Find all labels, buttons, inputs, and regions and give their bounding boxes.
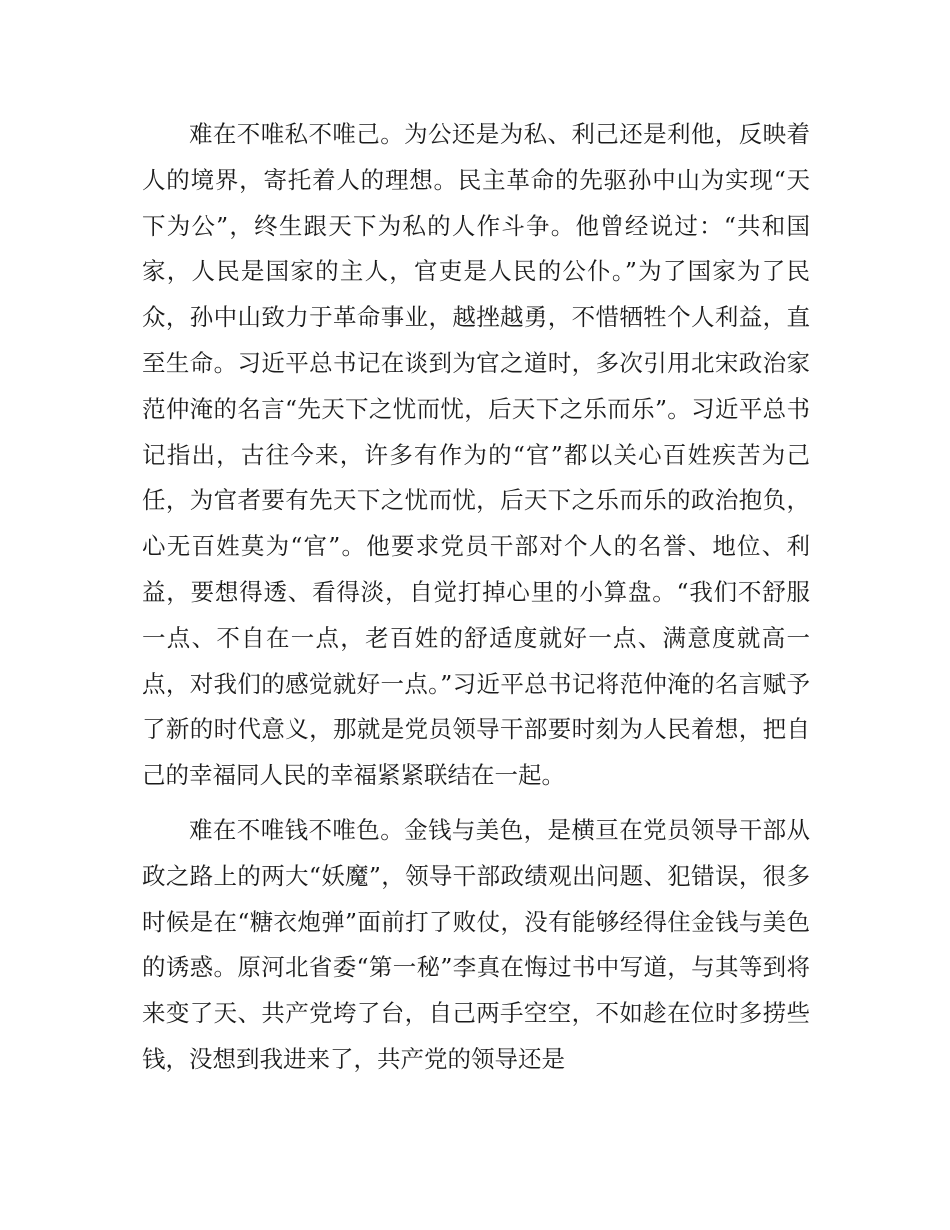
paragraph-selfless: 难在不唯私不唯己。为公还是为私、利己还是利他，反映着人的境界，寄托着人的理想。民主革命的先驱孙中山为实现“天下为公”，终生跟天下为私的人作斗争。他曾经说过：“共和国家，人民是国家的主人，官吏是人民的公仆。”为了国家为了民众，孙中山致力于革命事业，越挫越勇，不惜牺牲个人利益，直至生命。习近平总书记在谈到为官之道时，多次引用北宋政治家范仲淹的名言“先天下之忧而忧，后天下之乐而乐”。习近平总书记指出，古往今来，许多有作为的“官”都以关心百姓疾苦为己任，为官者要有先天下之忧而忧，后天下之乐而乐的政治抱负，心无百姓莫为“官”。他要求党员干部对个人的名誉、地位、利益，要想得透、看得淡，自觉打掉心里的小算盘。“我们不舒服一点、不自在一点，老百姓的舒适度就好一点、满意度就高一点，对我们的感觉就好一点。”习近平总书记将范仲淹的名言赋予了新的时代意义，那就是党员领导干部要时刻为人民着想，把自己的幸福同人民的幸福紧紧联结在一起。 [142, 120, 810, 790]
document-body [142, 112, 810, 1083]
paragraph-money-and-lust: 难在不唯钱不唯色。金钱与美色，是横亘在党员领导干部从政之路上的两大“妖魔”，领导干部政绩观出问题、犯错误，很多时候是在“糖衣炮弹”面前打了败仗，没有能够经得住金钱与美色的诱惑。原河北省委“第一秘”李真在悔过书中写道，与其等到将来变了天、共产党垮了台，自己两手空空，不如趁在位时多捞些钱，没想到我进来了，共产党的领导还是 [142, 815, 810, 1073]
